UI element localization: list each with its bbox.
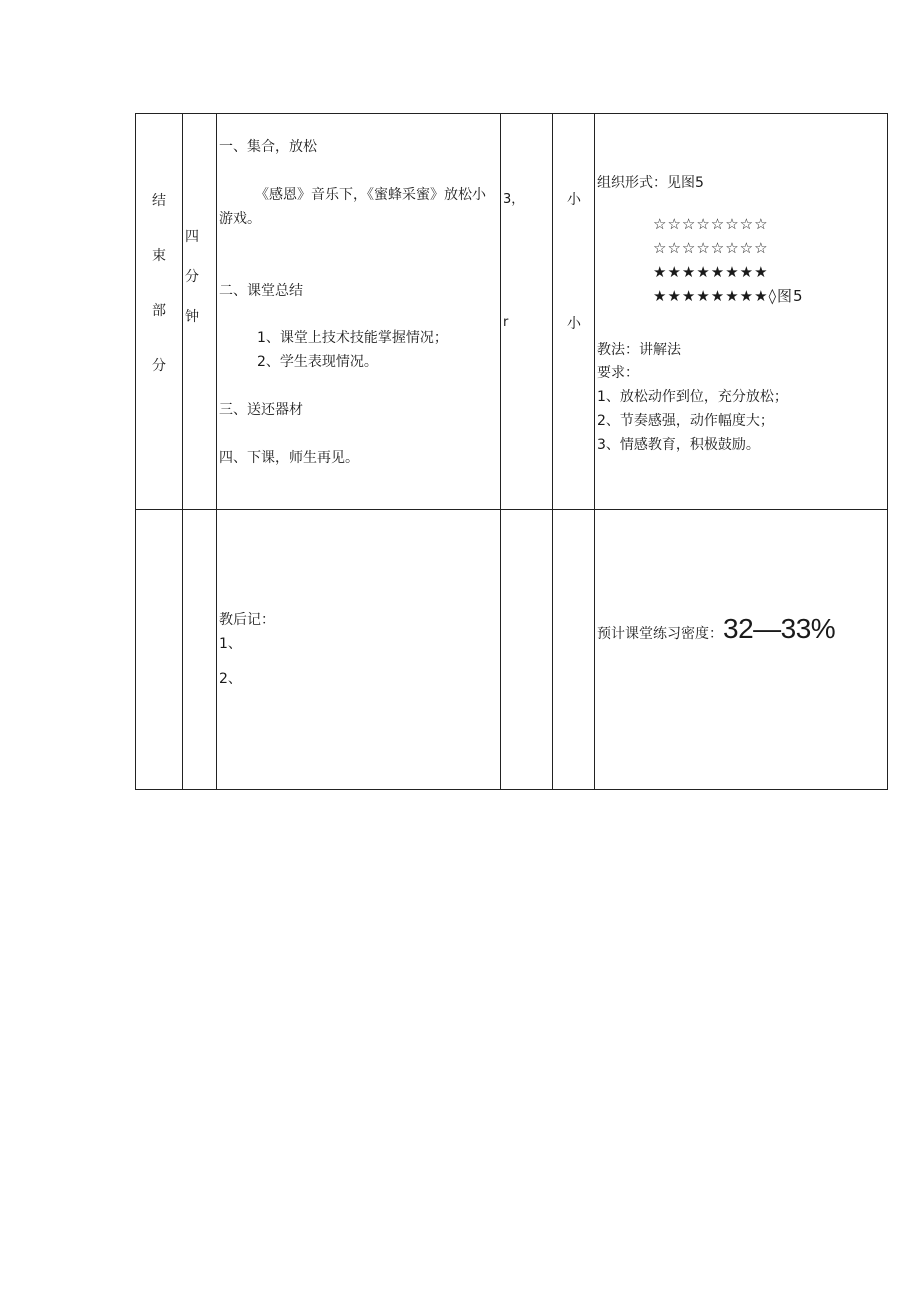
item4-title: 四、下课，师生再见。	[219, 450, 359, 466]
organization-form: 组织形式：见图5	[597, 175, 704, 191]
density-cell	[595, 510, 888, 790]
section-time-cell	[183, 114, 217, 510]
section-name-cell	[136, 114, 183, 510]
intensity-top: 小	[567, 192, 581, 208]
formation-row-filled-2: ★★★★★★★★◊图5	[653, 287, 804, 305]
formation-row-outline-2: ☆☆☆☆☆☆☆☆	[653, 239, 769, 257]
density-label: 预计课堂练习密度：	[597, 626, 723, 642]
item2-sub2: 2、学生表现情况。	[257, 354, 378, 370]
item2-title: 二、课堂总结	[219, 283, 303, 299]
item2-sub1: 1、课堂上技术技能掌握情况；	[257, 330, 448, 346]
section-time-char: 钟	[185, 309, 199, 325]
section-time-char: 四	[185, 229, 199, 245]
count-cell	[501, 114, 553, 510]
requirement-item: 3、情感教育，积极鼓励。	[597, 437, 760, 453]
item1-title: 一、集合，放松	[219, 139, 317, 155]
lesson-plan-table	[135, 113, 888, 790]
after-class-title: 教后记：	[219, 612, 275, 628]
intensity-cell	[553, 114, 595, 510]
after-class-notes-cell	[217, 510, 501, 790]
empty-cell	[183, 510, 217, 790]
count-top: 3，	[503, 192, 525, 207]
formation-row-outline-1: ☆☆☆☆☆☆☆☆	[653, 215, 769, 233]
section-name-char: 部	[152, 303, 166, 319]
requirement-item: 1、放松动作到位，充分放松；	[597, 389, 788, 405]
empty-cell	[136, 510, 183, 790]
density-value: 32—33%	[723, 613, 836, 644]
section-name-char: 束	[152, 248, 166, 264]
requirements-title: 要求：	[597, 365, 639, 381]
section-name-char: 结	[152, 193, 166, 209]
ending-section-row	[136, 114, 888, 510]
requirement-item: 2、节奏感强，动作幅度大；	[597, 413, 774, 429]
practice-density	[597, 613, 836, 645]
after-class-item: 2、	[219, 671, 242, 687]
after-class-item: 1、	[219, 636, 242, 652]
after-class-row	[136, 510, 888, 790]
empty-cell	[501, 510, 553, 790]
count-bottom: r	[503, 315, 509, 330]
empty-cell	[553, 510, 595, 790]
section-name-char: 分	[152, 358, 166, 374]
section-content-cell	[217, 114, 501, 510]
teaching-method: 教法：讲解法	[597, 342, 681, 358]
section-time-char: 分	[185, 269, 199, 285]
intensity-bottom: 小	[567, 316, 581, 332]
formation-row-filled-1: ★★★★★★★★	[653, 263, 769, 281]
organization-cell	[595, 114, 888, 510]
item1-body: 《感恩》音乐下，《蜜蜂采蜜》放松小游戏。	[219, 187, 486, 227]
item3-title: 三、送还器材	[219, 402, 303, 418]
